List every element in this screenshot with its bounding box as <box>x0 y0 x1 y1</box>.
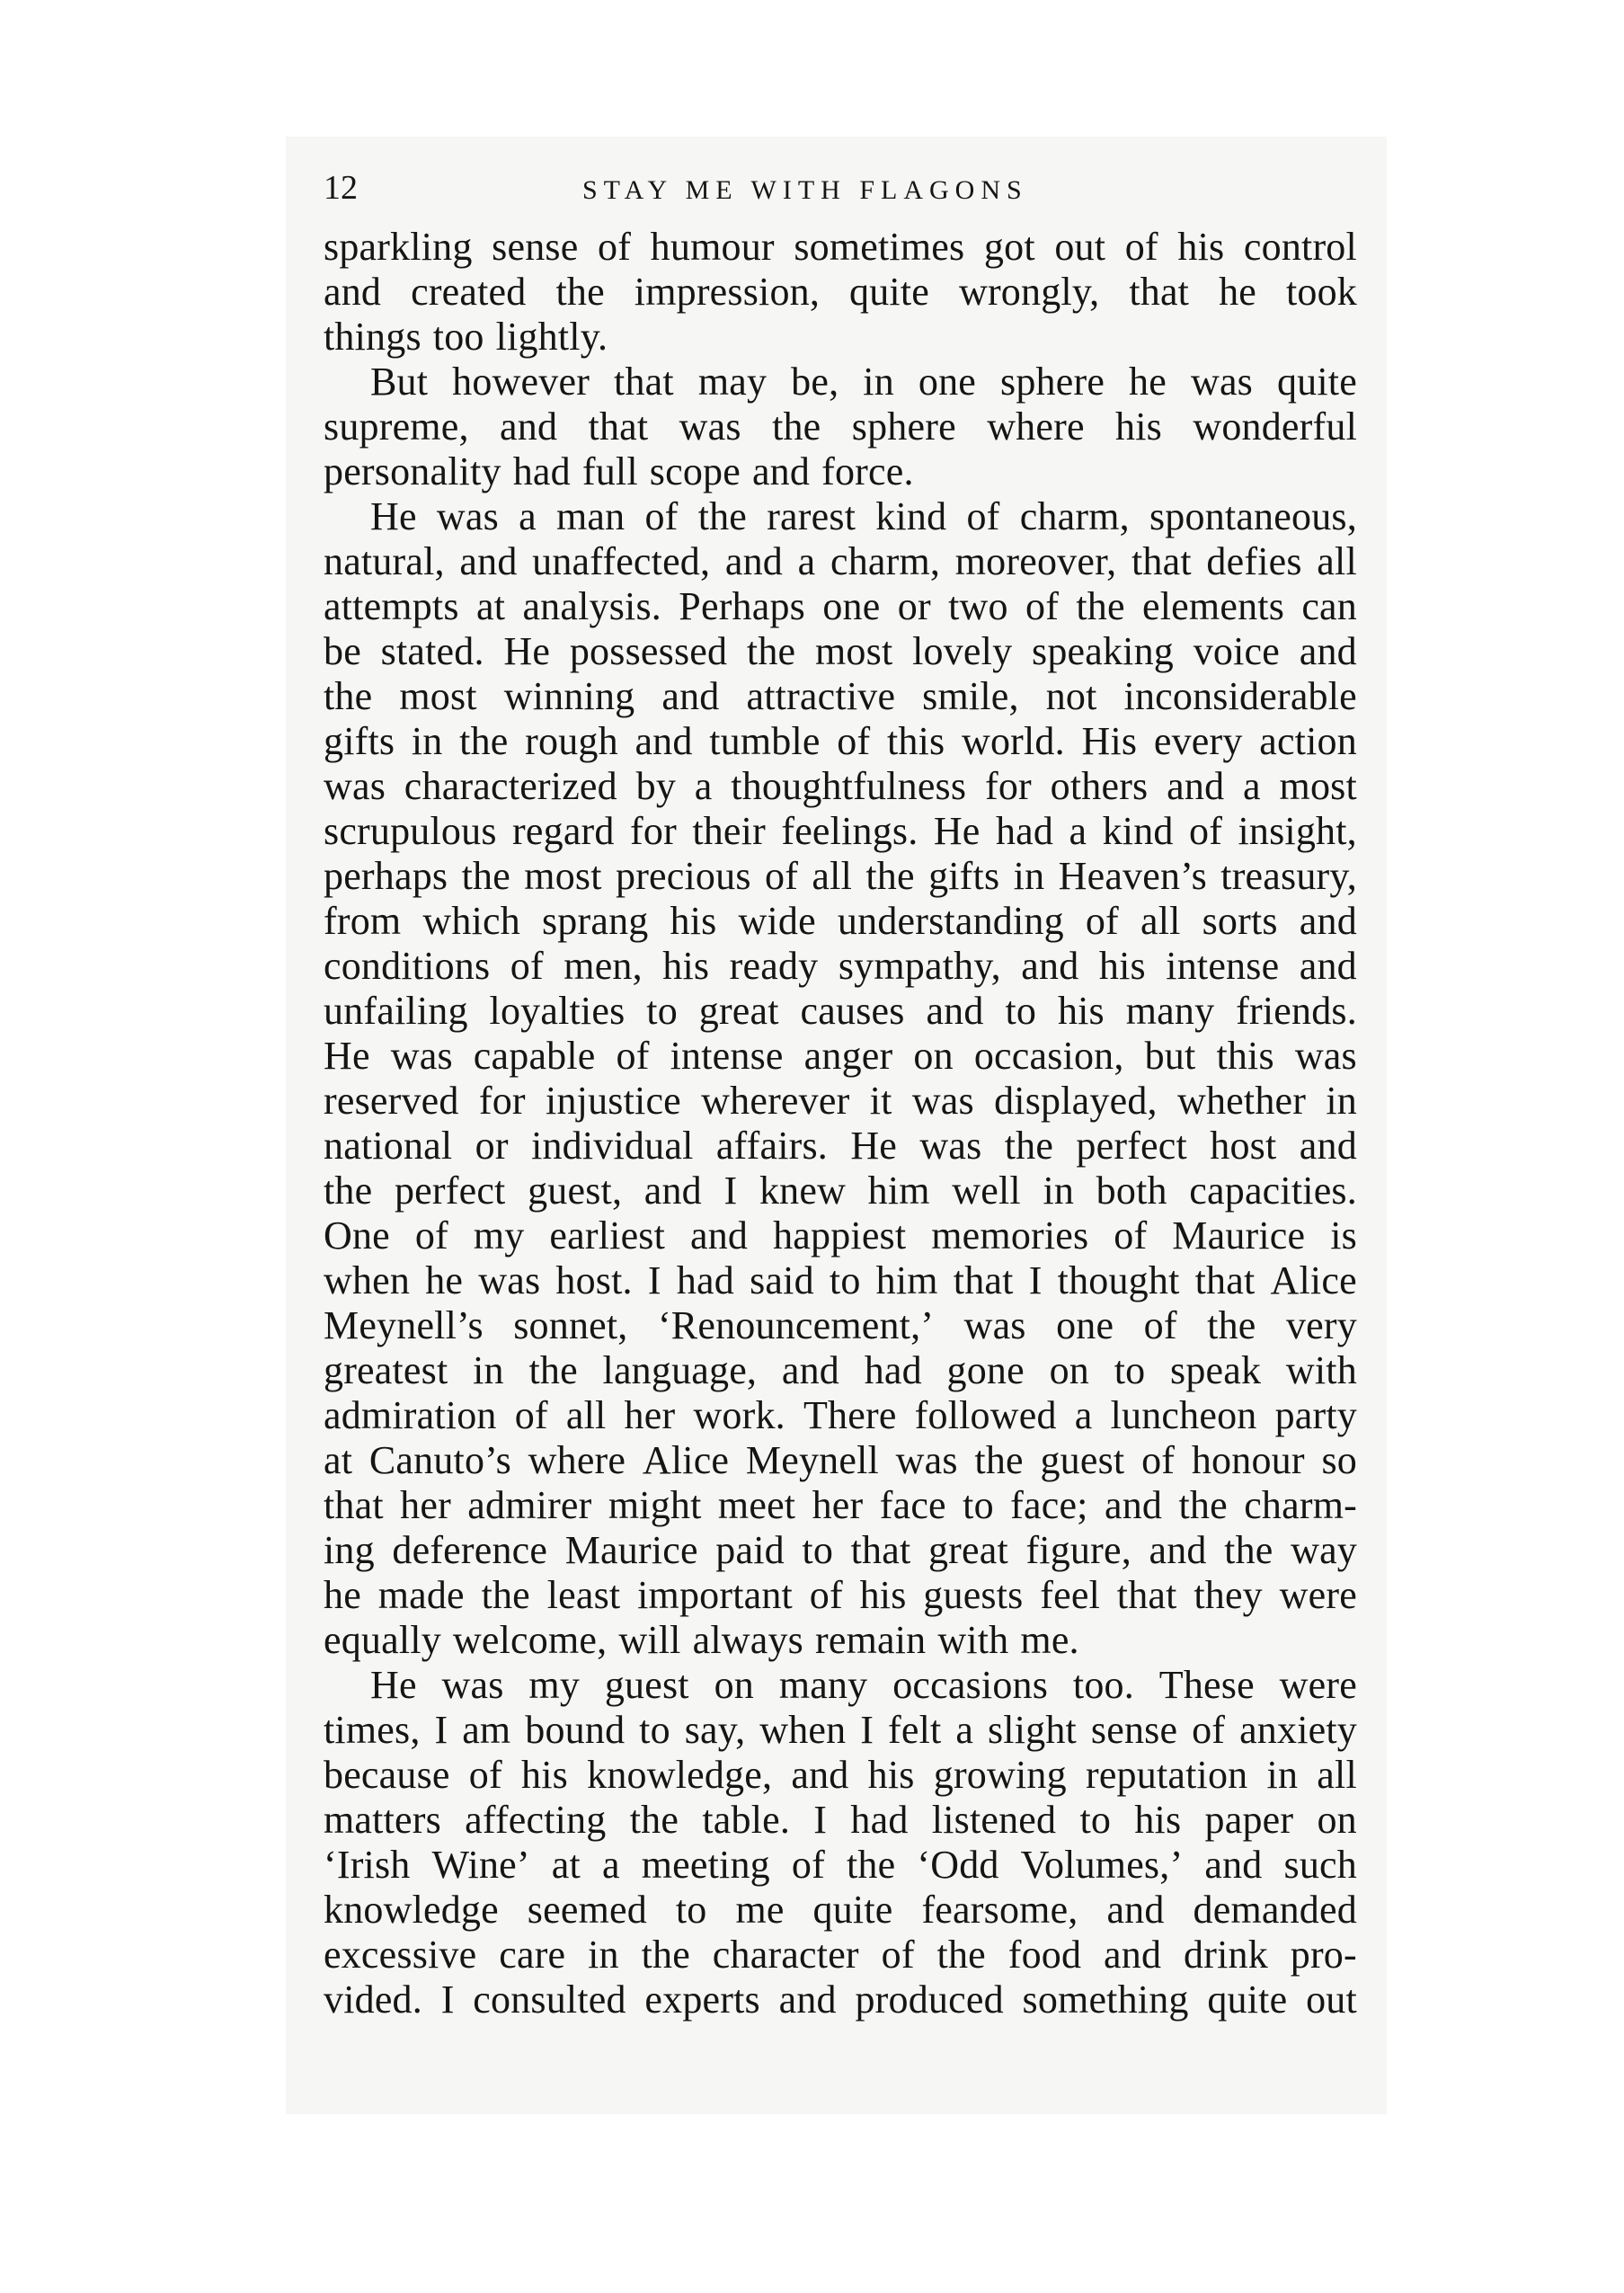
text-line: unfailing loyalties to great causes and to his many friends. <box>324 989 1357 1033</box>
text-line: perhaps the most precious of all the gifts in Heaven’s treasury, <box>324 854 1357 898</box>
text-line: Meynell’s sonnet, ‘Renouncement,’ was one of the very <box>324 1303 1357 1347</box>
text-line: conditions of men, his ready sympathy, and his intense and <box>324 944 1357 988</box>
text-line: because of his knowledge, and his growing reputation in all <box>324 1753 1357 1797</box>
text-line: attempts at analysis. Perhaps one or two of the elements can <box>324 584 1357 628</box>
text-line: the most winning and attractive smile, not inconsiderable <box>324 674 1357 718</box>
text-line: ing deference Maurice paid to that great figure, and the way <box>324 1528 1357 1572</box>
text-line: vided. I consulted experts and produced something quite out <box>324 1977 1357 2022</box>
text-line: supreme, and that was the sphere where his wonderful <box>324 404 1357 449</box>
text-line: One of my earliest and happiest memories of Maurice is <box>324 1213 1357 1258</box>
text-line: natural, and unaffected, and a charm, moreover, that defies all <box>324 539 1357 583</box>
text-line: be stated. He possessed the most lovely speaking voice and <box>324 629 1357 673</box>
text-line: sparkling sense of humour sometimes got out of his control <box>324 225 1357 269</box>
text-line: matters affecting the table. I had listened to his paper on <box>324 1798 1357 1842</box>
text-line: at Canuto’s where Alice Meynell was the guest of honour so <box>324 1438 1357 1482</box>
text-line: when he was host. I had said to him that I thought that Alice <box>324 1258 1357 1302</box>
text-line: But however that may be, in one sphere he was quite <box>370 360 1357 404</box>
text-line: gifts in the rough and tumble of this world. His every action <box>324 719 1357 763</box>
paragraph <box>324 225 1357 360</box>
text-line: ‘Irish Wine’ at a meeting of the ‘Odd Volumes,’ and such <box>324 1843 1357 1887</box>
text-line: personality had full scope and force. <box>324 449 914 493</box>
text-line: that her admirer might meet her face to face; and the charm- <box>324 1483 1357 1527</box>
text-line: reserved for injustice wherever it was displayed, whether in <box>324 1079 1357 1123</box>
page-number: 12 <box>324 169 358 207</box>
text-line: greatest in the language, and had gone on to speak with <box>324 1348 1357 1392</box>
text-line: admiration of all her work. There followed a luncheon party <box>324 1393 1357 1437</box>
body-text <box>324 225 1357 2022</box>
text-line: knowledge seemed to me quite fearsome, and demanded <box>324 1888 1357 1932</box>
text-line: He was capable of intense anger on occasion, but this was <box>324 1034 1357 1078</box>
text-line: He was a man of the rarest kind of charm, spontaneous, <box>370 494 1357 538</box>
text-line: excessive care in the character of the food and drink pro- <box>324 1933 1357 1977</box>
running-title: STAY ME WITH FLAGONS <box>582 175 1028 205</box>
text-line: He was my guest on many occasions too. These were <box>370 1663 1357 1707</box>
text-line: national or individual affairs. He was the perfect host and <box>324 1124 1357 1168</box>
text-line: the perfect guest, and I knew him well in both capacities. <box>324 1169 1357 1213</box>
paragraph <box>324 360 1357 494</box>
text-line: things too lightly. <box>324 315 608 359</box>
text-line: he made the least important of his guests feel that they were <box>324 1573 1357 1617</box>
text-line: equally welcome, will always remain with me. <box>324 1618 1079 1662</box>
text-line: from which sprang his wide understanding of all sorts and <box>324 899 1357 943</box>
text-line: times, I am bound to say, when I felt a slight sense of anxiety <box>324 1708 1357 1752</box>
paragraph <box>324 1663 1357 2022</box>
text-line: was characterized by a thoughtfulness for others and a most <box>324 764 1357 808</box>
text-line: scrupulous regard for their feelings. He had a kind of insight, <box>324 809 1357 853</box>
paragraph <box>324 494 1357 1663</box>
running-head <box>324 167 1357 212</box>
text-line: and created the impression, quite wrongly, that he took <box>324 270 1357 314</box>
